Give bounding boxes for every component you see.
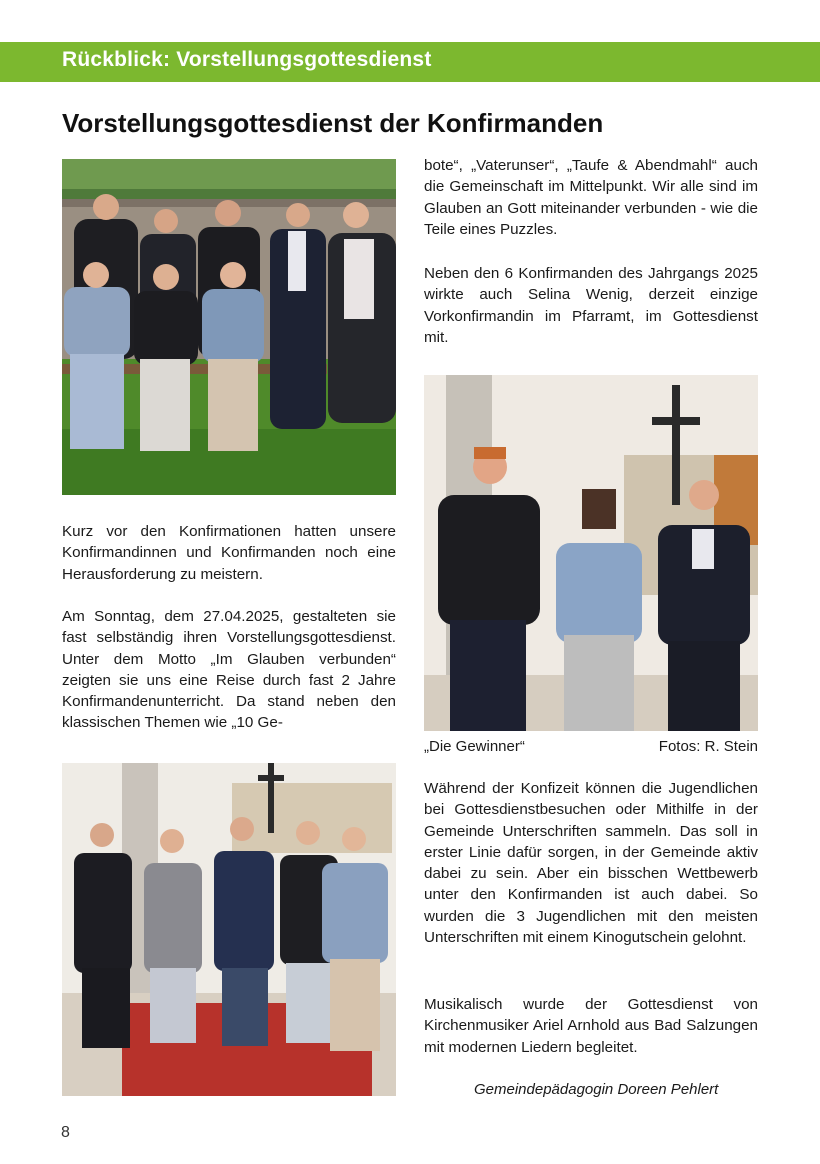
article-headline: Vorstellungsgottesdienst der Konfirmanden — [62, 108, 604, 138]
paragraph: Neben den 6 Konfirmanden des Jahrgangs 2025 wirkte auch Selina Wenig, derzeit einzige Vorkonfirmandin im Pfarramt, im Gottesdienst mit. — [424, 265, 758, 346]
group-photo-church — [62, 763, 396, 1096]
photo-credit: Fotos: R. Stein — [658, 738, 758, 755]
paragraph: Während der Konfizeit können die Jugendlichen bei Gottesdienstbesuchen oder Mithilfe in der Gemeinde Unterschriften sammeln. Das soll in erster Linie dafür sorgen, in der Gemeinde aktiv dabei zu sein. Aber ein bisschen Wettbewerb unter den Konfirmanden ist auch dabei. So wurden die 3 Jugendlichen mit den meisten Unterschriften mit einem Kinogutschein gelohnt. — [424, 780, 758, 947]
photo-caption: „Die Gewinner“ — [424, 738, 525, 755]
paragraph: Am Sonntag, dem 27.04.2025, gestalteten sie fast selbständig ihren Vorstellungsgottesdienst. Unter dem Motto „Im Glauben verbunden“ zeigten sie uns eine Reise durch fast 2 Jahre Konfirmandenunterricht. Da stand neben den klassischen Themen wie „10 Ge- — [62, 608, 396, 732]
author-signature: Gemeindepädagogin Doreen Pehlert — [474, 1081, 719, 1098]
section-title: Rückblick: Vorstellungsgottesdienst — [62, 48, 432, 71]
group-photo-outdoor — [62, 159, 396, 495]
paragraph: bote“, „Vaterunser“, „Taufe & Abendmahl“ auch die Gemeinschaft im Mittelpunkt. Wir alle sind im Glauben an Gott miteinander verbunden - wie die Teile eines Puzzles. — [424, 157, 758, 238]
page-number: 8 — [61, 1124, 70, 1141]
section-banner — [0, 42, 820, 82]
winners-photo — [424, 375, 758, 731]
paragraph: Kurz vor den Konfirmationen hatten unsere Konfirmandinnen und Konfirmanden noch eine Herausforderung zu meistern. — [62, 523, 396, 583]
paragraph: Musikalisch wurde der Gottesdienst von Kirchenmusiker Ariel Arnhold aus Bad Salzungen mit modernen Liedern begleitet. — [424, 996, 758, 1056]
